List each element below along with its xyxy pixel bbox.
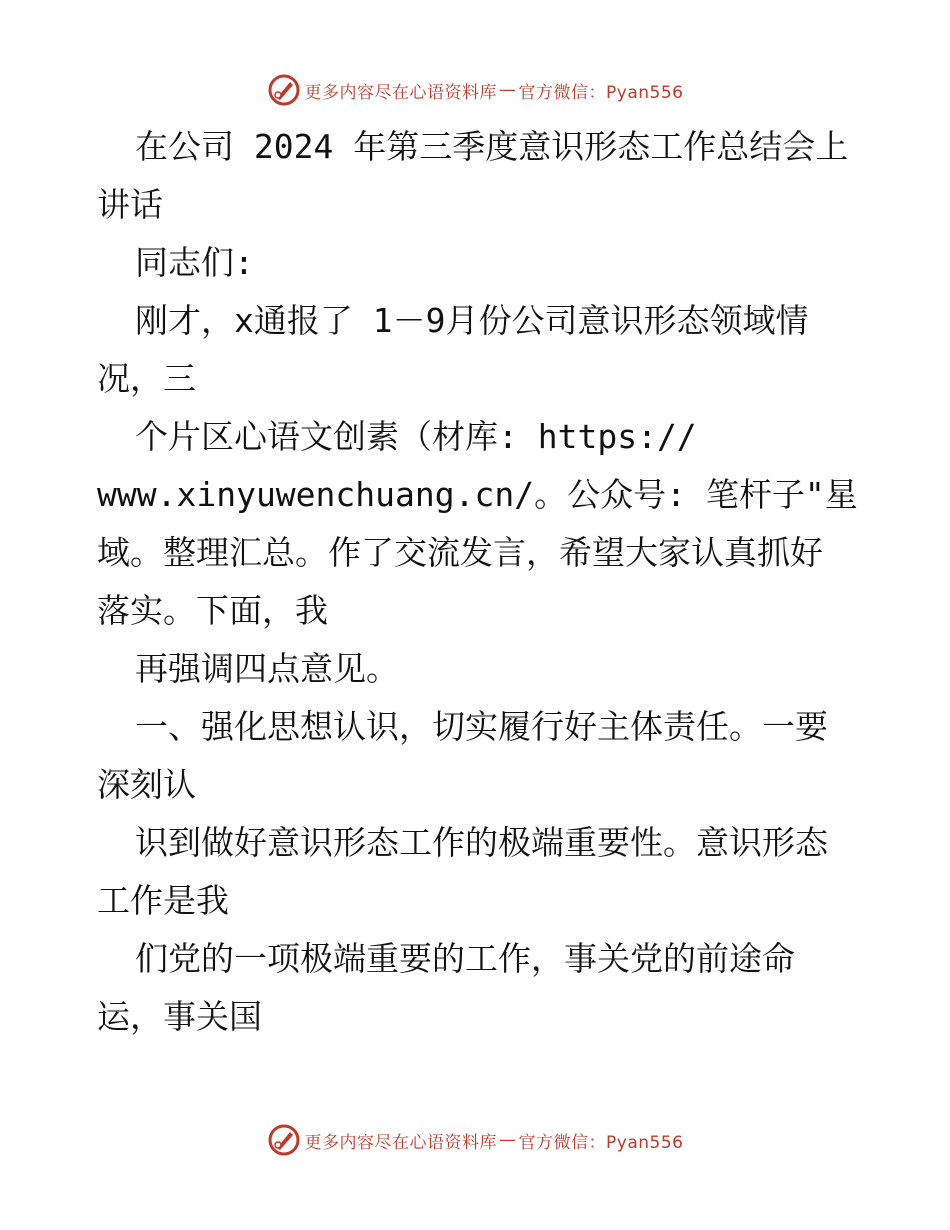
header-watermark <box>0 72 950 108</box>
body-line: 刚才，x通报了 1－9月份公司意识形态领域情 <box>135 301 809 340</box>
body-line: 同志们: <box>135 243 254 282</box>
body-line: 们党的一项极端重要的工作，事关党的前途命 <box>135 939 795 978</box>
body-line: 在公司 2024 年第三季度意识形态工作总结会上 <box>135 127 849 166</box>
body-line: 一、强化思想认识，切实履行好主体责任。一要 <box>135 707 828 746</box>
body-line: 个片区心语文创素（材库: https:// <box>135 417 697 456</box>
watermark-dash: — <box>499 1130 517 1150</box>
body-line: 况，三 <box>97 359 196 398</box>
body-line: 识到做好意识形态工作的极端重要性。意识形态 <box>135 823 828 862</box>
watermark-wechat: 官方微信：Pyan556 <box>518 1132 684 1153</box>
body-line: 运，事关国 <box>97 997 262 1036</box>
body-line: 讲话 <box>97 185 163 224</box>
watermark-dash: — <box>499 80 517 100</box>
pen-logo-icon <box>267 73 301 107</box>
pen-logo-icon <box>267 1123 301 1157</box>
body-line: 深刻认 <box>97 765 196 804</box>
body-line: www.xinyuwenchuang.cn/。公众号: 笔杆子"星 <box>97 475 858 514</box>
watermark-text: 更多内容尽在心语资料库 <box>304 1132 498 1153</box>
body-line: 再强调四点意见。 <box>135 649 399 688</box>
body-line: 落实。下面，我 <box>97 591 328 630</box>
watermark-wechat: 官方微信：Pyan556 <box>518 82 684 103</box>
body-line: 域。整理汇总。作了交流发言，希望大家认真抓好 <box>97 533 823 572</box>
watermark-text: 更多内容尽在心语资料库 <box>304 82 498 103</box>
body-line: 工作是我 <box>97 881 229 920</box>
footer-watermark <box>0 1122 950 1158</box>
